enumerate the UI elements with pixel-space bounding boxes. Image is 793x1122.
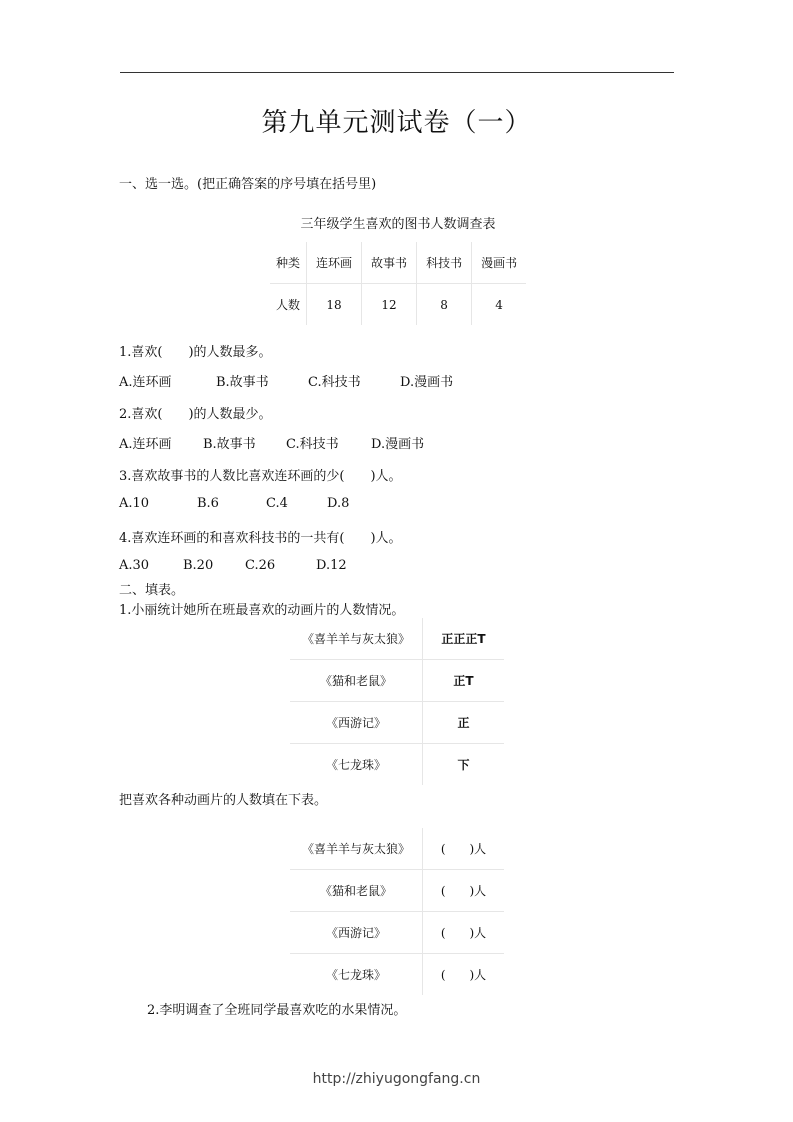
question-2-options <box>119 433 424 452</box>
option-b: B.故事书 <box>216 375 269 390</box>
answer-blank: ( )人 <box>423 870 505 912</box>
footer-url: http://zhiyugongfang.cn <box>312 1071 481 1087</box>
option-c: C.4 <box>266 496 288 511</box>
question-1-options <box>119 371 453 390</box>
tally-marks: 下 <box>457 758 470 772</box>
option-a: A.连环画 <box>119 375 172 390</box>
answer-blank: ( )人 <box>423 912 505 954</box>
answer-blank: ( )人 <box>423 828 505 870</box>
question-3: 3.喜欢故事书的人数比喜欢连环画的少( )人。 <box>119 469 402 484</box>
cartoon-name: 《西游记》 <box>290 912 423 954</box>
table-cell: 4 <box>495 297 503 312</box>
page-title: 第九单元测试卷（一） <box>261 108 532 138</box>
option-a: A.10 <box>119 496 150 511</box>
cartoon-name: 《西游记》 <box>290 702 423 744</box>
option-b: B.20 <box>183 558 214 573</box>
answer-blank: ( )人 <box>440 968 487 982</box>
table-row <box>290 912 504 954</box>
cartoon-name: 《七龙珠》 <box>290 954 423 996</box>
fill-instruction: 把喜欢各种动画片的人数填在下表。 <box>119 793 328 808</box>
question-4-options <box>119 558 347 573</box>
tally-marks: 正正正T <box>423 618 505 660</box>
table-cell: 18 <box>306 284 361 326</box>
option-b: B.故事书 <box>203 437 256 452</box>
table-row <box>290 828 504 870</box>
table-row <box>270 284 526 326</box>
tally-table <box>290 618 504 785</box>
option-a: A.30 <box>119 558 150 573</box>
table-cell: 种类 <box>270 242 306 284</box>
question-3-options <box>119 496 349 511</box>
section2-question-1: 1.小丽统计她所在班最喜欢的动画片的人数情况。 <box>119 603 405 618</box>
option-c: C.科技书 <box>308 375 361 390</box>
table-row <box>290 744 504 786</box>
table-row <box>290 618 504 660</box>
question-4: 4.喜欢连环画的和喜欢科技书的一共有( )人。 <box>119 531 402 546</box>
section2-heading: 二、填表。 <box>119 583 185 598</box>
tally-marks: 正 <box>423 702 505 744</box>
cartoon-name: 《猫和老鼠》 <box>290 660 423 702</box>
section1-heading: 一、选一选。(把正确答案的序号填在括号里) <box>119 177 377 192</box>
option-c: C.26 <box>245 558 276 573</box>
question-2: 2.喜欢( )的人数最少。 <box>119 407 272 422</box>
table-cell: 12 <box>362 284 417 326</box>
table-cell: 8 <box>417 284 472 326</box>
table-caption: 三年级学生喜欢的图书人数调查表 <box>300 217 496 232</box>
table-cell: 故事书 <box>362 242 417 284</box>
option-d: D.12 <box>316 558 347 573</box>
option-d: D.漫画书 <box>371 437 425 452</box>
option-a: A.连环画 <box>119 437 172 452</box>
table-row <box>290 954 504 996</box>
table-header-row <box>270 242 526 284</box>
option-b: B.6 <box>197 496 219 511</box>
table-cell: 漫画书 <box>472 242 526 284</box>
question-1: 1.喜欢( )的人数最多。 <box>119 345 272 360</box>
cartoon-name: 《七龙珠》 <box>290 744 423 786</box>
option-d: D.漫画书 <box>400 375 454 390</box>
cartoon-name: 《喜羊羊与灰太狼》 <box>290 618 423 660</box>
tally-marks: 正T <box>423 660 505 702</box>
option-d: D.8 <box>327 496 350 511</box>
table-row <box>290 870 504 912</box>
header-rule <box>120 72 674 73</box>
table-cell: 连环画 <box>306 242 361 284</box>
table-row <box>290 660 504 702</box>
section2-question-2: 2.李明调查了全班同学最喜欢吃的水果情况。 <box>147 1003 407 1018</box>
book-survey-table <box>270 242 526 325</box>
cartoon-name: 《喜羊羊与灰太狼》 <box>290 828 423 870</box>
option-c: C.科技书 <box>286 437 339 452</box>
fill-in-table <box>290 828 504 995</box>
table-cell: 科技书 <box>417 242 472 284</box>
table-cell: 人数 <box>270 284 306 326</box>
cartoon-name: 《猫和老鼠》 <box>290 870 423 912</box>
table-row <box>290 702 504 744</box>
